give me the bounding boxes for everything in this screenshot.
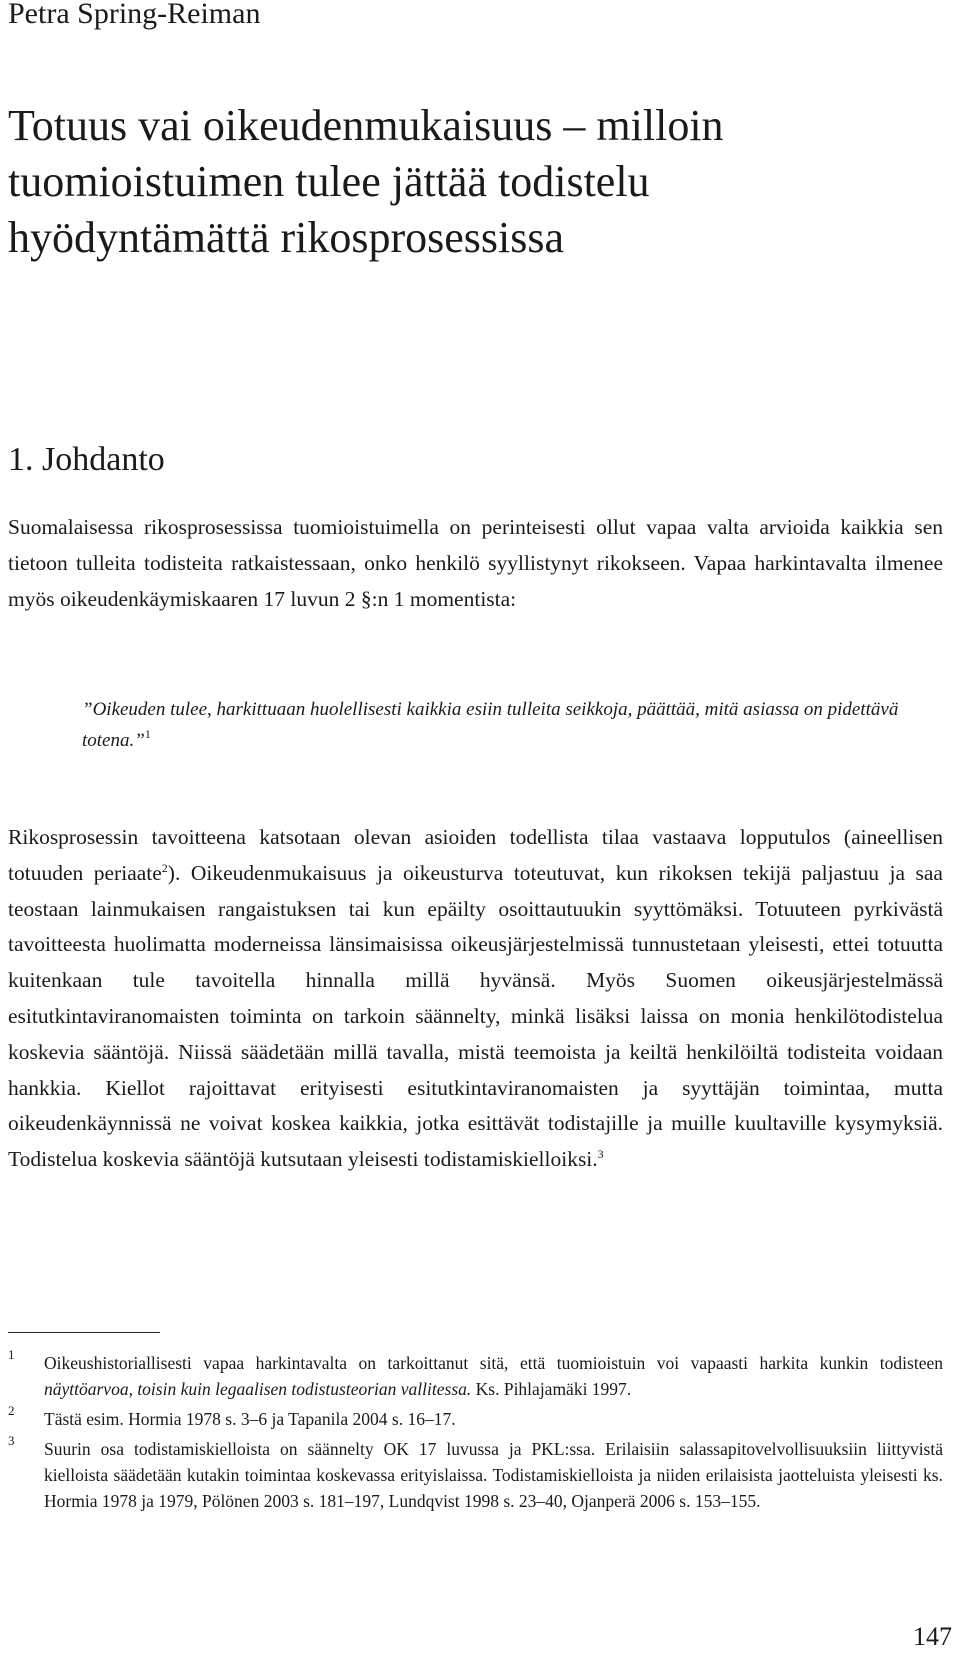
body-paragraph-part2: ). Oikeudenmukaisuus ja oikeusturva toteutuvat, kun rikoksen tekijä paljastuu ja saa teostaan lainmukaisen rangaistuksen tai kun epäilty osoittautuukin syyttömäksi. Totuuteen pyrkivästä tavoitteesta huolimatta moderneissa länsimaisissa oikeusjärjestelmissä tunnustetaan yleisesti, ettei totuutta kuitenkaan tule tavoitella hinnalla millä hyvänsä. Myös Suomen oikeusjärjestelmässä esitutkintaviranomaisten toiminta on tarkoin säännelty, minkä lisäksi laissa on monia henkilötodistelua koskevia sääntöjä. Niissä säädetään millä tavalla, mistä teemoista ja keiltä henkilöiltä todisteita voidaan hankkia. Kiellot rajoittavat erityisesti esitutkintaviranomaisten ja syyttäjän toimintaa, mutta oikeudenkäynnissä ne voivat koskea kaikkia, jotka esittävät todistajille ja muille kuultaville kysymyksiä. Todistelua koskevia sääntöjä kutsutaan yleisesti todistamiskielloiksi.: [8, 860, 943, 1172]
footnote-text-end: Ks. Pihlajamäki 1997.: [471, 1379, 632, 1399]
footnote-number: 1: [8, 1347, 15, 1362]
section-heading: 1. Johdanto: [8, 441, 165, 478]
footnote-divider: [8, 1332, 160, 1333]
footnote-number: 3: [8, 1433, 15, 1448]
footnote-2: [8, 1403, 943, 1432]
footnotes: [8, 1347, 943, 1514]
block-quote: [82, 694, 932, 756]
article-title: Totuus vai oikeudenmukaisuus – milloin tuomioistuimen tulee jättää todistelu hyödyntämättä rikosprosessissa: [8, 101, 724, 262]
intro-paragraph: Suomalaisessa rikosprosessissa tuomioistuimella on perinteisesti ollut vapaa valta arvioida kaikkia sen tietoon tulleita todisteita ratkaistessaan, onko henkilö syyllistynyt rikokseen. Vapaa harkintavalta ilmenee myös oikeudenkäymiskaaren 17 luvun 2 §:n 1 momentista:: [8, 515, 943, 611]
footnote-text: Oikeushistoriallisesti vapaa harkintavalta on tarkoittanut sitä, että tuomioistuin voi vapaasti harkita kunkin todisteen: [44, 1353, 943, 1373]
footnote-text: Tästä esim. Hormia 1978 s. 3–6 ja Tapanila 2004 s. 16–17.: [44, 1409, 456, 1429]
footnote-3: [8, 1433, 943, 1514]
footnote-italic-text: näyttöarvoa, toisin kuin legaalisen todistusteorian vallitessa.: [44, 1379, 472, 1399]
footnote-ref-3[interactable]: 3: [597, 1147, 604, 1162]
footnote-number: 2: [8, 1403, 15, 1418]
body-paragraph-part1: Rikosprosessin tavoitteena katsotaan olevan asioiden todellista tilaa vastaava lopputulos (aineellisen totuuden periaate: [8, 825, 943, 885]
page-number: 147: [913, 1622, 952, 1651]
footnote-ref-1[interactable]: 1: [144, 727, 151, 741]
document-page: [8, 0, 952, 1660]
body-paragraph: [8, 820, 943, 1178]
author-name: Petra Spring-Reiman: [8, 0, 261, 30]
quote-text: ”Oikeuden tulee, harkittuaan huolellisesti kaikkia esiin tulleita seikkoja, päättää, mitä asiassa on pidettävä totena.”: [82, 699, 899, 751]
footnote-1: [8, 1347, 943, 1402]
footnote-ref-2[interactable]: 2: [161, 860, 168, 875]
footnote-text: Suurin osa todistamiskielloista on säännelty OK 17 luvussa ja PKL:ssa. Erilaisiin salassapitovelvollisuuksiin liittyvistä kielloista säädetään kutakin toimintaa koskevassa erityislaissa. Todistamiskielloista ja niiden erilaisista jaotteluista yleisesti ks. Hormia 1978 ja 1979, Pölönen 2003 s. 181–197, Lundqvist 1998 s. 23–40, Ojanperä 2006 s. 153–155.: [44, 1439, 943, 1511]
